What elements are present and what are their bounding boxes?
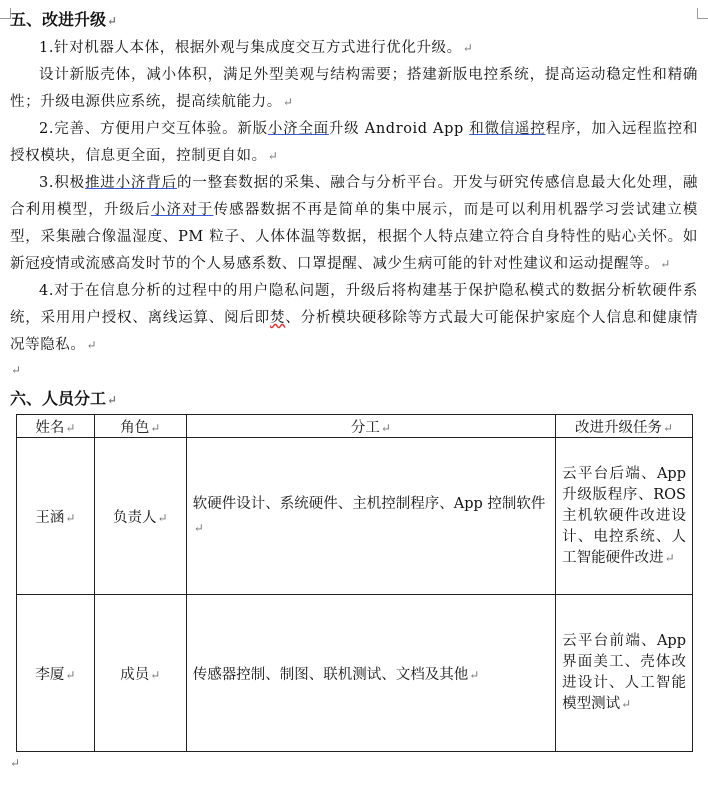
spellcheck-flag: 焚 <box>269 310 286 326</box>
section-6-heading: 六、人员分工↵ <box>10 389 118 408</box>
table-row <box>17 595 693 752</box>
underlined-term: 推进小济背后 <box>84 175 177 191</box>
trailing-paragraph-mark: ↵ <box>10 756 21 770</box>
cell-duty: 软硬件设计、系统硬件、主机控制程序、App 控制软件↵ <box>186 438 555 595</box>
paragraph-2: 设计新版壳体，减小体积，满足外型美观与结构需要；搭建新版电控系统，提高运动稳定性和精确性；升级电源供应系统，提高续航能力。↵ <box>10 67 698 110</box>
cell-name: 李厦↵ <box>17 595 95 752</box>
cell-name: 王涵↵ <box>17 438 95 595</box>
cell-role: 成员↵ <box>94 595 186 752</box>
header-duty: 分工↵ <box>186 415 555 438</box>
cell-task: 云平台前端、App 界面美工、壳体改进设计、人工智能模型测试↵ <box>556 595 693 752</box>
section-5-heading: 五、改进升级↵ <box>10 10 118 29</box>
header-role: 角色↵ <box>94 415 186 438</box>
cell-role: 负责人↵ <box>94 438 186 595</box>
document-page <box>10 6 698 770</box>
underlined-term: 小济全面 <box>267 121 329 137</box>
header-name: 姓名↵ <box>17 415 95 438</box>
paragraph-4: 3.积极推进小济背后的一整套数据的采集、融合与分析平台。开发与研究传感信息最大化处理，融合利用模型，升级后小济对于传感器数据不再是简单的集中展示，而是可以利用机器学习尝试建立模型，采集融合像温湿度、PM 粒子、人体体温等数据，根据个人特点建立符合自身特性的贴心关怀。如新冠疫情或流感高发时节的个人易感系数、口罩提醒、减少生病可能的针对性建议和运动提醒等。↵ <box>10 175 698 272</box>
cell-duty: 传感器控制、制图、联机测试、文档及其他↵ <box>186 595 555 752</box>
paragraph-3: 2.完善、方便用户交互体验。新版小济全面升级 Android App 和微信遥控程序，加入远程监控和授权模块，信息更全面，控制更自如。↵ <box>10 121 699 164</box>
empty-paragraph: ↵ <box>11 363 22 377</box>
paragraph-5: 4.对于在信息分析的过程中的用户隐私问题，升级后将构建基于保护隐私模式的数据分析软硬件系统，采用用户授权、离线运算、阅后即焚、分析模块硬移除等方式最大可能保护家庭个人信息和健康情况等隐私。↵ <box>10 283 698 353</box>
margin-corner-top-right <box>697 8 708 19</box>
cell-task: 云平台后端、App 升级版程序、ROS 主机软硬件改进设计、电控系统、人工智能硬件改进↵ <box>556 438 693 595</box>
paragraph-1: 1.针对机器人本体，根据外观与集成度交互方式进行优化升级。↵ <box>39 40 474 56</box>
header-task: 改进升级任务↵ <box>556 415 693 438</box>
underlined-term: 和微信遥控 <box>469 121 546 137</box>
table-header-row <box>17 415 693 438</box>
underlined-term: 小济对于 <box>150 202 214 218</box>
table-row <box>17 438 693 595</box>
staff-table <box>16 414 693 752</box>
